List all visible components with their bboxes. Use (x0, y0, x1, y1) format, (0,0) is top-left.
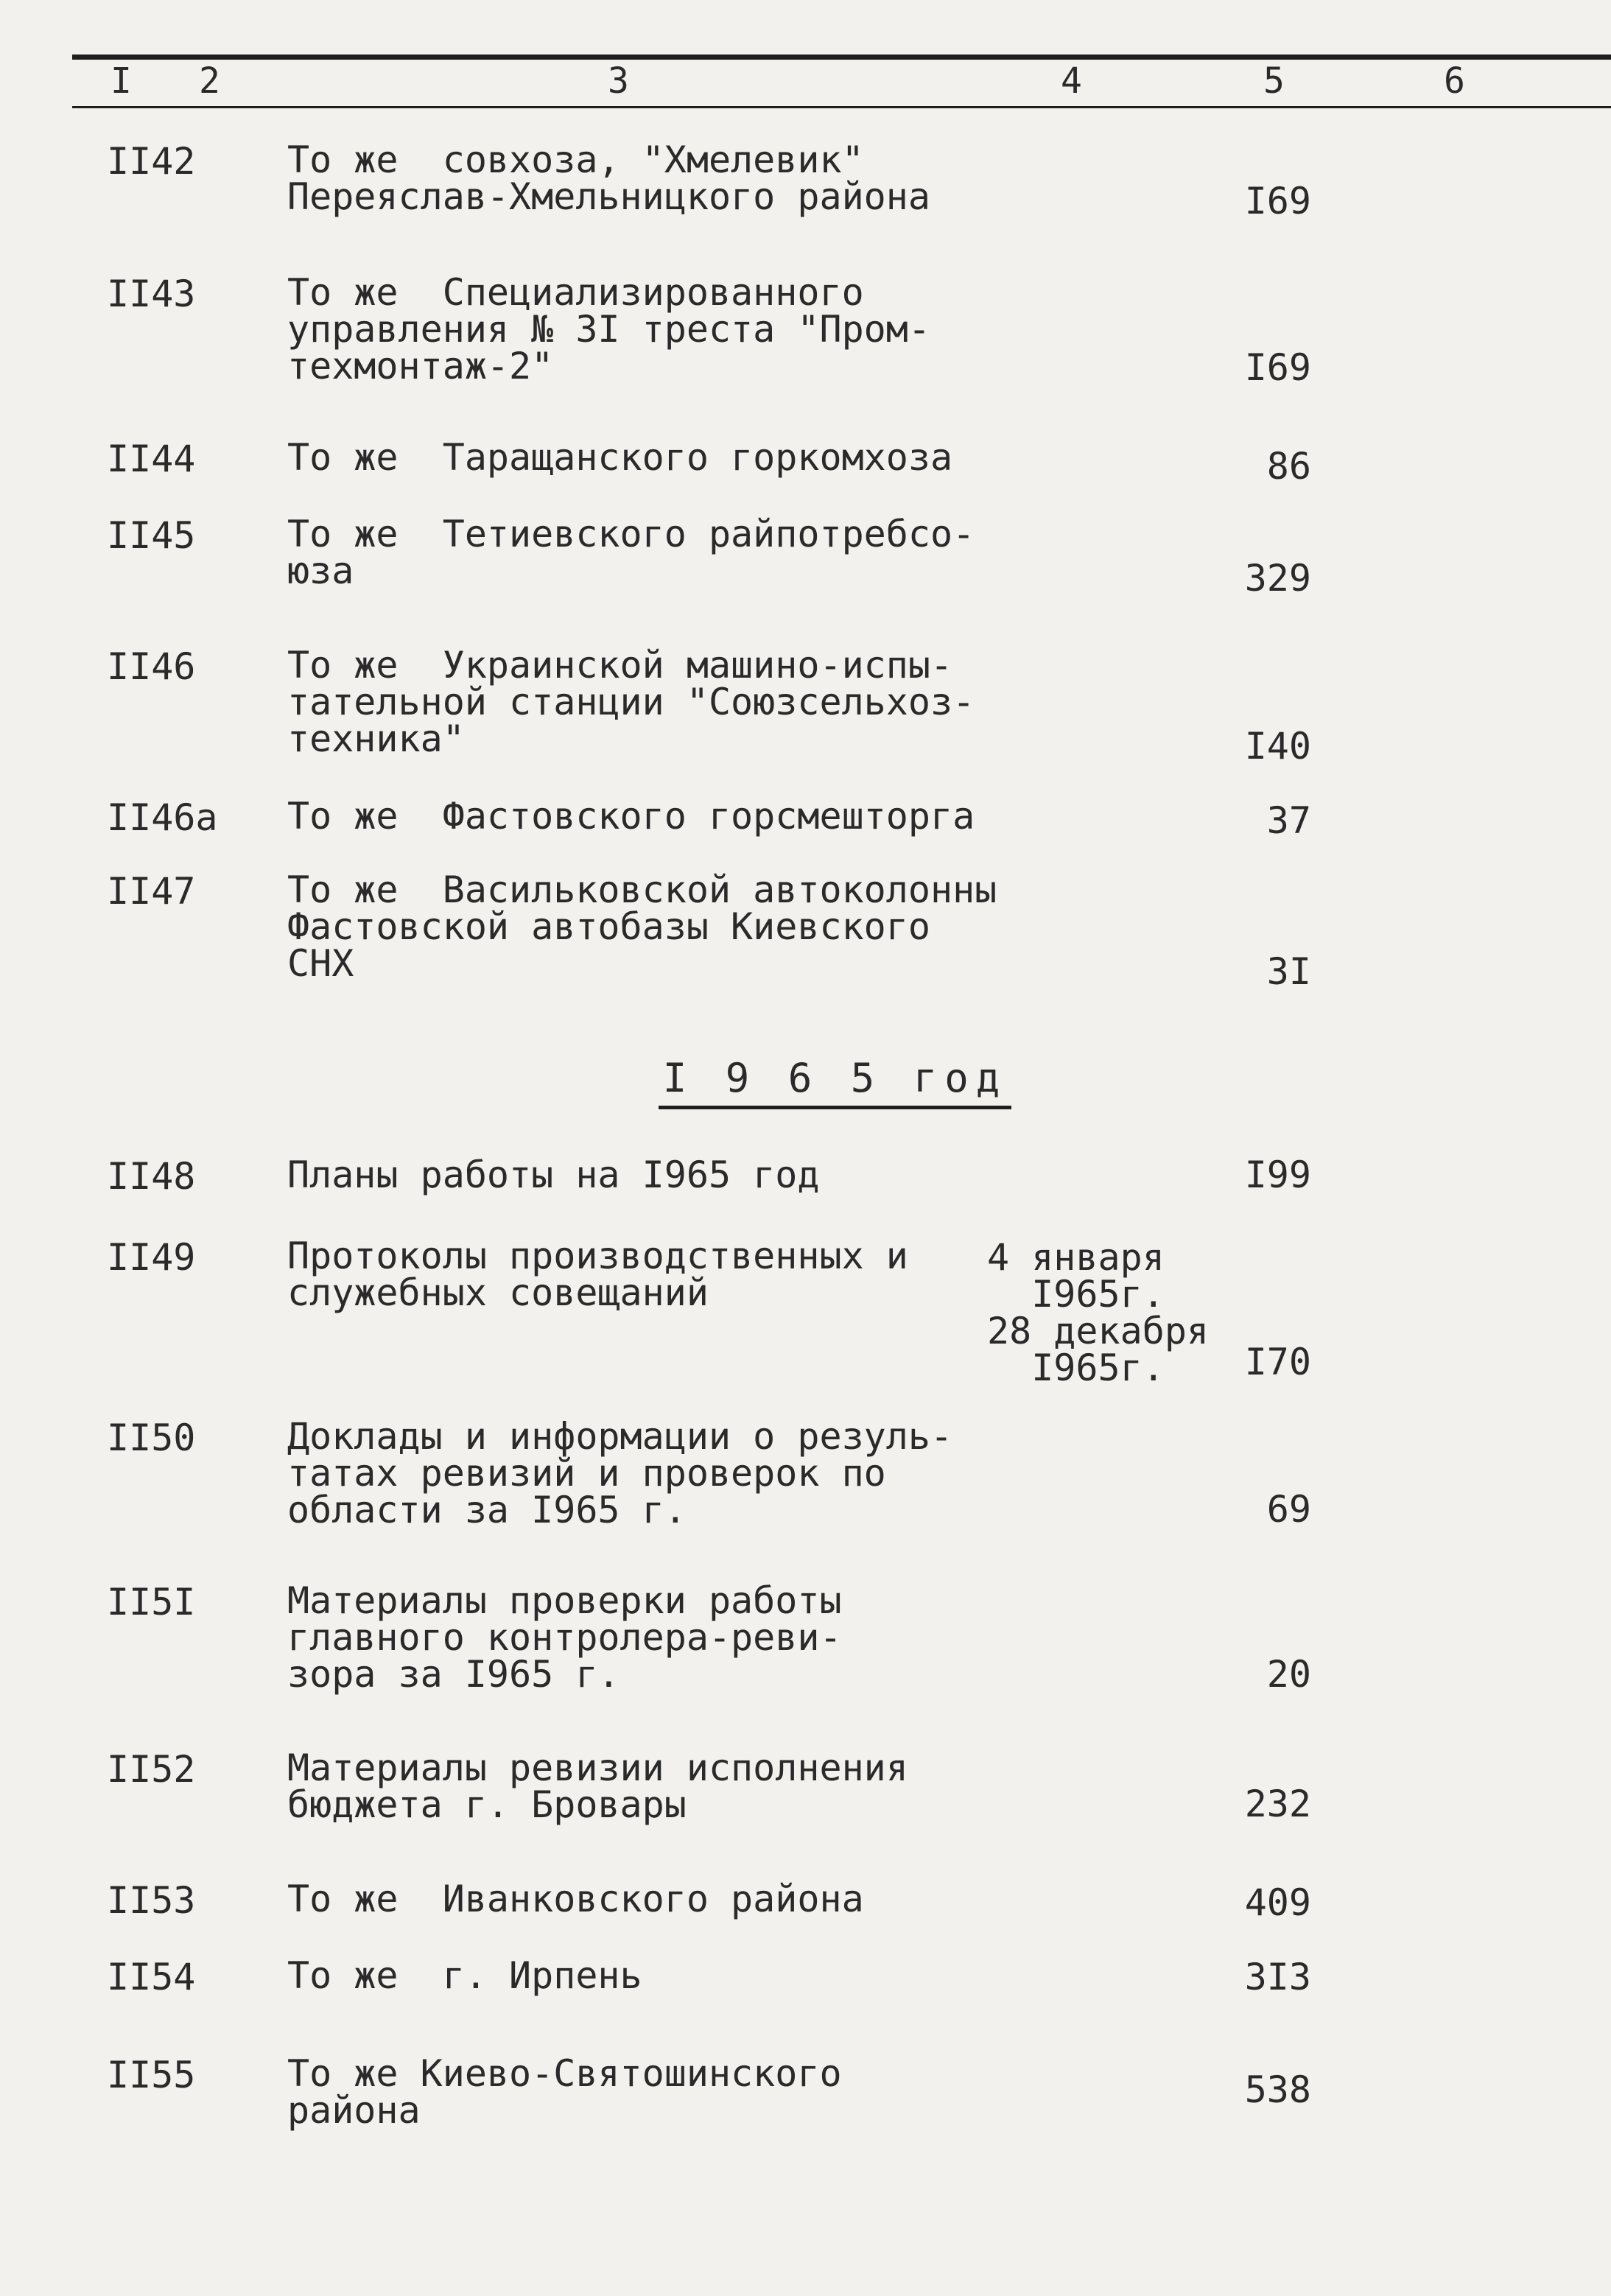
sheet-count: 538 (1244, 2068, 1311, 2111)
date-line: 4 января (987, 1236, 1165, 1279)
file-title-line: Протоколы производственных и (287, 1235, 908, 1277)
file-number: II47 (107, 870, 196, 913)
sheet-count: 232 (1244, 1783, 1311, 1825)
file-title-line: бюджета г. Бровары (287, 1783, 687, 1826)
file-title-line: района (287, 2089, 421, 2132)
file-title-line: Фастовской автобазы Киевского (287, 905, 930, 948)
file-title (287, 1878, 864, 1920)
file-title-line: Планы работы на I965 год (287, 1154, 820, 1196)
date-line: I965г. (987, 1273, 1165, 1316)
file-number: II5I (107, 1581, 196, 1623)
file-title-line: техмонтаж-2" (287, 345, 554, 387)
file-title (287, 138, 930, 218)
file-title-line: То же Тетиевского райпотребсо- (287, 513, 975, 555)
file-number: II54 (107, 1956, 196, 1998)
file-title-line: Материалы ревизии исполнения (287, 1746, 908, 1789)
sheet-count: 69 (1266, 1488, 1311, 1531)
file-title (287, 1235, 908, 1314)
file-title (287, 1154, 820, 1196)
file-title (287, 513, 975, 592)
sheet-count: I99 (1244, 1154, 1311, 1196)
file-title-line: То же Фастовского горсмешторга (287, 795, 975, 838)
sheet-count: 86 (1266, 445, 1311, 488)
file-title (287, 271, 930, 387)
sheet-count: 37 (1266, 799, 1311, 842)
file-title (287, 1415, 953, 1531)
sheet-count: 20 (1266, 1653, 1311, 1696)
file-number: II44 (107, 438, 196, 480)
date-line: 28 декабря (987, 1310, 1210, 1352)
file-title-line: То же Иванковского района (287, 1878, 864, 1920)
file-title (287, 795, 975, 838)
file-title (287, 1746, 908, 1826)
date-range (987, 1236, 1210, 1389)
header-top-rule (72, 55, 1611, 60)
file-title-line: тательной станции "Союзсельхоз- (287, 681, 975, 723)
file-title (287, 868, 997, 985)
file-number: II52 (107, 1748, 196, 1791)
file-title (287, 1954, 642, 1997)
file-title-line: главного контролера-реви- (287, 1616, 842, 1659)
file-title-line: То же Киево-Святошинского (287, 2052, 842, 2095)
file-number: II46а (107, 796, 218, 839)
file-number: II42 (107, 140, 196, 183)
file-title-line: То же Таращанского горкомхоза (287, 436, 953, 479)
file-title-line: татах ревизий и проверок по (287, 1452, 886, 1495)
file-title-line: управления № 3I треста "Пром- (287, 308, 930, 351)
col-header-3: 3 (608, 60, 629, 102)
file-title-line: То же г. Ирпень (287, 1954, 642, 1997)
file-title-line: То же Васильковской автоколонны (287, 868, 997, 911)
file-number: II43 (107, 273, 196, 315)
year-heading (0, 1055, 1611, 1109)
file-title-line: Доклады и информации о резуль- (287, 1415, 953, 1458)
sheet-count: I69 (1244, 346, 1311, 389)
sheet-count: I40 (1244, 725, 1311, 768)
file-number: II48 (107, 1155, 196, 1198)
col-header-2: 2 (199, 60, 220, 102)
file-title-line: То же Специализированного (287, 271, 864, 314)
col-header-4: 4 (1061, 60, 1082, 102)
col-header-6: 6 (1444, 60, 1465, 102)
sheet-count: I69 (1244, 180, 1311, 222)
file-title-line: СНХ (287, 942, 354, 985)
file-title-line: Материалы проверки работы (287, 1579, 842, 1622)
file-number: II46 (107, 645, 196, 688)
sheet-count: I70 (1244, 1341, 1311, 1383)
file-number: II49 (107, 1236, 196, 1279)
file-number: II55 (107, 2054, 196, 2096)
file-title-line: Переяслав-Хмельницкого района (287, 175, 930, 218)
file-title (287, 436, 953, 479)
col-header-5: 5 (1263, 60, 1285, 102)
file-number: II50 (107, 1416, 196, 1459)
file-title-line: То же Украинской машино-испы- (287, 644, 953, 687)
file-title-line: служебных совещаний (287, 1271, 709, 1314)
file-number: II53 (107, 1879, 196, 1922)
file-title-line: То же совхоза, "Хмелевик" (287, 138, 864, 181)
header-bottom-rule (72, 106, 1611, 108)
file-title (287, 1579, 842, 1696)
file-title-line: области за I965 г. (287, 1489, 687, 1531)
sheet-count: 329 (1244, 557, 1311, 600)
file-title-line: зора за I965 г. (287, 1653, 620, 1696)
col-header-1: I (110, 60, 132, 102)
file-title (287, 2052, 842, 2132)
date-line: I965г. (987, 1347, 1165, 1389)
year-heading-text: I 9 6 5 год (659, 1055, 1012, 1109)
file-title (287, 644, 975, 760)
file-number: II45 (107, 514, 196, 557)
sheet-count: 3I (1266, 950, 1311, 993)
file-title-line: юза (287, 550, 354, 592)
sheet-count: 409 (1244, 1881, 1311, 1924)
file-title-line: техника" (287, 717, 465, 760)
sheet-count: 3I3 (1244, 1956, 1311, 1998)
